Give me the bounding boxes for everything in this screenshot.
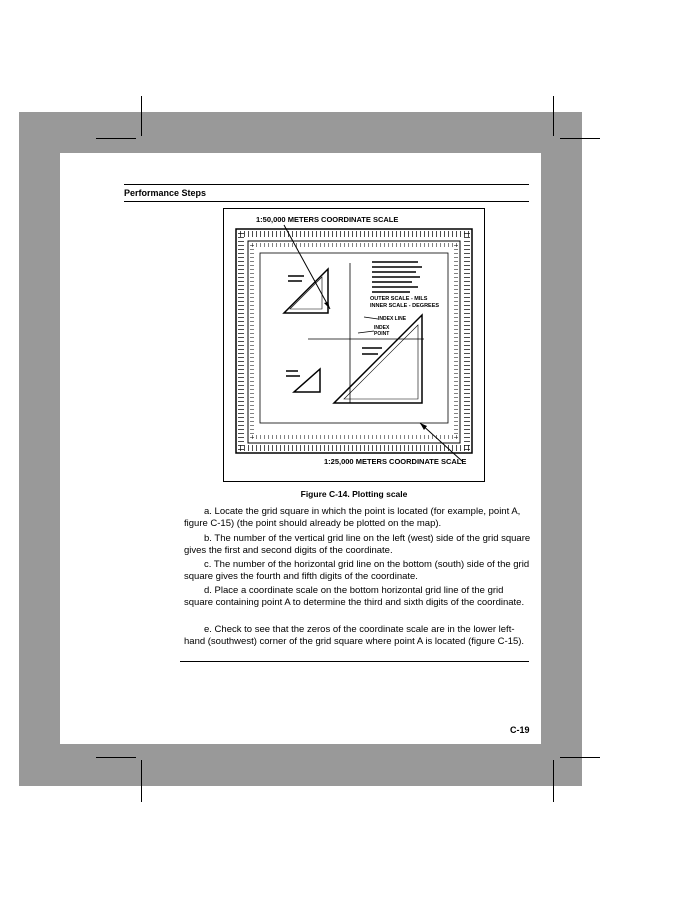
page-number: C-19 — [510, 725, 530, 735]
crop-mark — [96, 757, 136, 758]
crop-mark — [96, 138, 136, 139]
label-1-50000: 1:50,000 METERS COORDINATE SCALE — [256, 215, 399, 224]
label-inner-scale: INNER SCALE - DEGREES — [370, 303, 440, 309]
plotting-scale-illustration — [224, 209, 484, 481]
crop-mark — [560, 757, 600, 758]
crop-mark — [141, 760, 142, 802]
label-1-25000: 1:25,000 METERS COORDINATE SCALE — [324, 457, 467, 466]
step-b: b. The number of the vertical grid line on the left (west) side of the grid square gives the first and second digits of the coordinate. — [184, 533, 531, 556]
figure-caption: Figure C-14. Plotting scale — [300, 489, 408, 499]
step-d: d. Place a coordinate scale on the bottom horizontal grid line of the grid square containing point A to determine the third and sixth digits of the coordinate. — [184, 585, 525, 608]
crop-mark — [560, 138, 600, 139]
label-point: POINT — [374, 331, 390, 337]
header-top-rule — [124, 184, 529, 185]
outer-scale-border — [236, 229, 472, 453]
body-end-rule — [180, 661, 529, 662]
crop-mark — [141, 96, 142, 136]
crop-mark — [553, 760, 554, 802]
step-e: e. Check to see that the zeros of the coordinate scale are in the lower left-hand (southwest) corner of the grid square where point A is located (figure C-15). — [184, 624, 525, 647]
header-bottom-rule — [124, 201, 529, 202]
label-index: INDEX — [374, 325, 390, 331]
figure-plotting-scale — [223, 208, 485, 482]
label-outer-scale: OUTER SCALE - MILS — [370, 296, 428, 302]
step-a: a. Locate the grid square in which the point is located (for example, point A, figure C-15) (the point should already be plotted on the map). — [184, 506, 521, 529]
triangle-small — [294, 369, 320, 392]
crop-mark — [553, 96, 554, 136]
section-title: Performance Steps — [124, 188, 207, 198]
label-index-line: INDEX LINE — [378, 316, 407, 322]
step-c: c. The number of the horizontal grid line on the bottom (south) side of the grid square gives the fourth and fifth digits of the coordinate. — [184, 559, 530, 582]
